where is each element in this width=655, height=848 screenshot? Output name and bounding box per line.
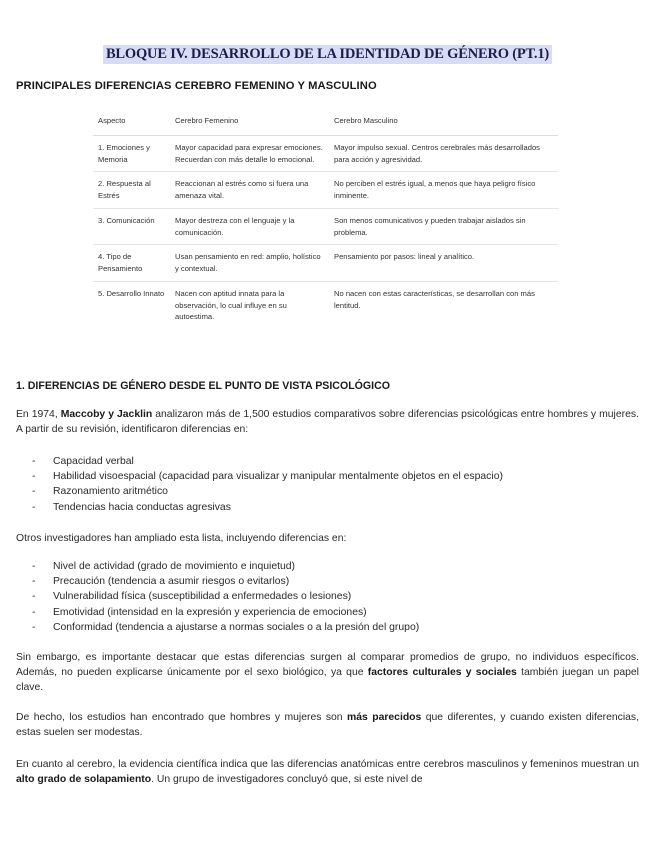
list-item: - Precaución (tendencia a asumir riesgos o evitarlos): [32, 574, 419, 589]
table-row: [93, 172, 558, 209]
list-item: - Tendencias hacia conductas agresivas: [32, 500, 503, 515]
table-cell-aspect: 4. Tipo de Pensamiento: [93, 245, 170, 282]
bold-factors: factores culturales y sociales: [367, 667, 517, 679]
paragraph-intro: [16, 407, 639, 437]
comparison-table: [93, 107, 558, 329]
paragraph-other-researchers: Otros investigadores han ampliado esta lista, incluyendo diferencias en:: [16, 533, 347, 544]
table-cell-aspect: 3. Comunicación: [93, 208, 170, 245]
table-cell-male: Son menos comunicativos y pueden trabajar aislados sin problema.: [329, 208, 558, 245]
paragraph-however: [16, 650, 639, 696]
paragraph-in-fact: [16, 710, 639, 740]
table-cell-male: Mayor impulso sexual. Centros cerebrales más desarrollados para acción y agresividad.: [329, 135, 558, 172]
extended-differences-list: [32, 559, 419, 635]
list-item: - Vulnerabilidad física (susceptibilidad a enfermedades o lesiones): [32, 589, 419, 604]
table-cell-female: Reaccionan al estrés como si fuera una amenaza vital.: [170, 172, 329, 209]
list-item: - Conformidad (tendencia a ajustarse a normas sociales o a la presión del grupo): [32, 620, 419, 635]
text-span: analizaron más de 1,500 estudios comparativos sobre diferencias psicológicas entre hombres y mujeres. A partir de su revisión, identificaron diferencias en:: [16, 409, 639, 436]
table-cell-male: No nacen con estas características, se desarrollan con más lentitud.: [334, 288, 535, 310]
table-cell-female: Nacen con aptitud innata para la observación, lo cual influye en su autoestima.: [175, 288, 287, 322]
table-cell-female: Mayor capacidad para expresar emociones. Recuerdan con más detalle lo emocional.: [170, 135, 329, 172]
table-cell-aspect: 5. Desarrollo Innato: [98, 288, 165, 298]
bold-authors: Maccoby y Jacklin: [60, 409, 153, 420]
table-cell-male: Pensamiento por pasos: lineal y analítico.: [329, 245, 558, 282]
text-span: De hecho, los estudios han encontrado que hombres y mujeres son: [16, 712, 348, 723]
bold-more-similar: más parecidos: [347, 712, 422, 723]
list-item: - Capacidad verbal: [32, 454, 503, 469]
table-cell-male: No perciben el estrés igual, a menos que haya peligro físico inminente.: [329, 172, 558, 209]
table-row: [93, 281, 558, 329]
column-header-male: Cerebro Masculino: [329, 107, 558, 135]
table-cell-female: Usan pensamiento en red: amplio, holístico y contextual.: [170, 245, 329, 282]
column-header-female: Cerebro Femenino: [170, 107, 329, 135]
list-item: - Nivel de actividad (grado de movimiento e inquietud): [32, 559, 419, 574]
table-header-row: [93, 107, 558, 135]
page-title: BLOQUE IV. DESARROLLO DE LA IDENTIDAD DE GÉNERO (PT.1): [103, 45, 552, 64]
table-row: [93, 245, 558, 282]
text-span: también juegan un papel clave.: [16, 667, 639, 694]
table-cell-female: Mayor destreza con el lenguaje y la comunicación.: [170, 208, 329, 245]
differences-list: [32, 454, 503, 515]
section-heading: 1. DIFERENCIAS DE GÉNERO DESDE EL PUNTO DE VISTA PSICOLÓGICO: [16, 380, 390, 392]
column-header-aspect: Aspecto: [93, 107, 170, 135]
table-heading: PRINCIPALES DIFERENCIAS CEREBRO FEMENINO Y MASCULINO: [16, 80, 377, 92]
list-item: - Emotividad (intensidad en la expresión y experiencia de emociones): [32, 605, 419, 620]
table-row: [93, 208, 558, 245]
bold-overlap: alto grado de solapamiento: [16, 774, 152, 785]
text-span: . Un grupo de investigadores concluyó que, si este nivel de: [151, 774, 423, 785]
table-row: [93, 135, 558, 172]
text-span: En 1974,: [16, 409, 61, 420]
text-span: En cuanto al cerebro, la evidencia científica indica que las diferencias anatómicas entre cerebros masculinos y femeninos muestran un: [16, 759, 639, 770]
paragraph-brain: [16, 757, 639, 785]
table-cell-aspect: 2. Respuesta al Estrés: [93, 172, 170, 209]
list-item: - Habilidad visoespacial (capacidad para visualizar y manipular mentalmente objetos en el espacio): [32, 469, 503, 484]
table-cell-aspect: 1. Emociones y Memoria: [93, 135, 170, 172]
list-item: - Razonamiento aritmético: [32, 484, 503, 499]
text-span: Sin embargo, es importante destacar que estas diferencias surgen al comparar promedios de grupo, no individuos específicos. Además, no pueden explicarse únicamente por el sexo biológico, ya que: [16, 652, 639, 679]
text-span: que diferentes, y cuando existen diferencias, estas suelen ser modestas.: [16, 712, 639, 739]
title-container: [0, 45, 655, 64]
